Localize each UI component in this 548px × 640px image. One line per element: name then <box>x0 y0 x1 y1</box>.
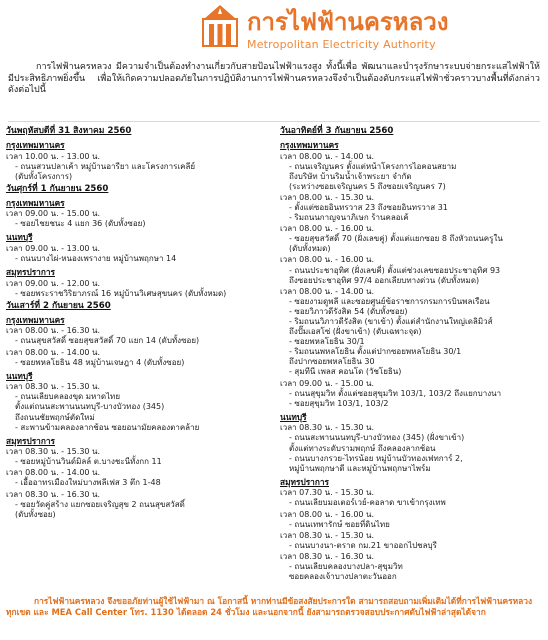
outage-location: ถึงปากซอยพหลโยธิน 30 <box>289 357 375 367</box>
outage-location: - ซอยพหลโยธิน 30/1 <box>289 337 365 347</box>
mea-emblem-icon <box>200 3 240 49</box>
area-block <box>6 198 270 230</box>
time-range: เวลา 08.30 น. - 15.30 น. <box>6 447 101 457</box>
area-block <box>6 232 270 264</box>
outage-location: - ซอยงามดูพลี และซอยศูนย์ข้อราชการกรมการบินพลเรือน <box>289 296 490 306</box>
page-header <box>0 0 548 62</box>
area-name: สมุทรปราการ <box>280 476 329 487</box>
day-title: วันเสาร์ที่ 2 กันยายน 2560 <box>6 300 111 311</box>
outage-location: - ซอยไชยชนะ 4 แยก 36 (ดับทั้งซอย) <box>15 219 146 229</box>
time-range: เวลา 09.00 น. - 12.00 น. <box>6 278 101 288</box>
schedule-column-right <box>280 124 544 582</box>
area-name: กรุงเทพมหานคร <box>6 197 65 208</box>
outage-location: - ซอยพหลโยธิน 48 หมู่บ้านเจษฎา 4 (ดับทั้งซอย) <box>15 357 185 367</box>
outage-location: - ถนนบางนา-ตราด กม.21 ขาออกไปชลบุรี <box>289 540 437 550</box>
time-range: เวลา 08.30 น. - 15.30 น. <box>280 423 375 433</box>
time-slot <box>6 348 270 368</box>
time-slot <box>6 382 270 432</box>
outage-location: - ถนนเลียบมอเตอร์เวย์-คอลาด ขาเข้ากรุงเทพ <box>289 498 446 508</box>
time-range: เวลา 08.00 น. - 14.00 น. <box>6 468 101 478</box>
time-slot <box>6 490 270 520</box>
area-name: นนทบุรี <box>280 411 307 422</box>
time-range: เวลา 08.00 น. - 16.30 น. <box>6 326 101 336</box>
time-range: เวลา 08.30 น. - 15.30 น. <box>6 382 101 392</box>
time-range: เวลา 08.00 น. - 14.00 น. <box>280 286 375 296</box>
time-slot <box>6 152 270 182</box>
outage-location: - สะพานข้ามคลองลากช้อน ซอยอนามัยคลองตาคล้าย <box>15 422 200 432</box>
outage-location: - ริมถนนพหลโยธิน ตั้งแต่ปากซอยพหลโยธิน 30/1 <box>289 347 462 357</box>
outage-location: - ถนนเจริญนคร ตั้งแต่หน้าโครงการไอคอนสยาม <box>289 161 457 171</box>
time-range: เวลา 07.30 น. - 15.30 น. <box>280 488 375 498</box>
outage-location: - ถนนบางไผ่-หนองเพรางาย หมู่บ้านพฤกษา 14 <box>15 254 177 264</box>
area-name: สมุทรปราการ <box>6 267 55 278</box>
time-slot <box>280 510 544 530</box>
outage-location: - ถนนเลียบคลองขุด มหาดไทย <box>15 392 121 402</box>
outage-location: ถึงถนนชัยพฤกษ์ตัดใหม่ <box>15 412 95 422</box>
day-title: วันศุกร์ที่ 1 กันยายน 2560 <box>6 183 109 194</box>
outage-location: หมู่บ้านพฤกษาดี และหมู่บ้านพฤกษาไพร์ม <box>289 463 431 473</box>
outage-location: - ตั้งแต่ซอยอินทรวาส 23 ถึงซอยอินทรวาส 31 <box>289 202 448 212</box>
area-block <box>6 140 270 182</box>
area-name: นนทบุรี <box>6 370 33 381</box>
time-range: เวลา 08.00 น. - 14.00 น. <box>280 151 375 161</box>
outage-location: - ถนนสวนปลาเค้า หมู่บ้านอารียา และโครงการเคลีย์ <box>15 161 196 171</box>
time-range: เวลา 08.00 น. - 16.00 น. <box>280 509 375 519</box>
outage-location: - ซอยสุขสวัสดิ์ 70 (ฝั่งเลขคู่) ตั้งแต่แยกซอย 8 ถึงหัวถนนครูใน <box>289 234 503 244</box>
outage-location: - ถนนบางกรวย-ไทรน้อย หมู่บ้านบัวทองเฟทการ์ 2, <box>289 453 463 463</box>
intro-text: การไฟฟ้านครหลวง มีความจำเป็นต้องทำงานเกี่ยวกับสายป้อนไฟฟ้าแรงสูง ทั้งนี้เพื่อ พัฒนาและบำรุงรักษาระบบจ่ายกระแสไฟฟ้าให้มีประสิทธิภาพยิ่งขึ้น เพื่อให้เกิดความปลอดภัยในการปฏิบัติงานการไฟฟ้านครหลวงจึงจำเป็นต้องดับกระแสไฟฟ้าชั่วคราวบางพื้นที่ดังกล่าว ดังต่อไปนี้ <box>8 62 540 95</box>
outage-location: - ริมถนนวิภาวดีรังสิต (ขาเข้า) ตั้งแต่สำนักงานใหญ่เดลิมิวส์ <box>289 317 493 326</box>
time-slot <box>6 244 270 264</box>
outage-location: ซอยคลองเจ้าบางปลาตะวันออก <box>289 572 397 582</box>
time-range: เวลา 08.30 น. - 16.30 น. <box>280 551 375 561</box>
time-slot <box>280 287 544 378</box>
area-block <box>6 371 270 433</box>
area-name: สมุทรปราการ <box>6 435 55 446</box>
outage-location: - ซอยสุขุมวิท 103/1, 103/2 <box>289 398 389 408</box>
org-name-english: Metropolitan Electricity Authority <box>247 38 436 51</box>
area-block <box>280 477 544 582</box>
outage-location: (ระหว่างซอยเจริญนคร 5 ถึงซอยเจริญนคร 7) <box>289 181 446 191</box>
time-slot <box>280 152 544 192</box>
outage-location: ถึงบริษัท บ้านริมน้ำเจ้าพระยา จำกัด <box>289 171 412 181</box>
divider <box>8 121 540 122</box>
area-block <box>280 140 544 409</box>
day-block <box>6 184 270 299</box>
outage-location: - ถนนสุขสวัสดิ์ ซอยสุขสวัสดิ์ 70 แยก 14 (ดับทั้งซอย) <box>15 336 200 346</box>
outage-location: (ดับทั้งหมด) <box>289 244 331 254</box>
outage-location: - ถนนประชาอุทิศ (ฝั่งเลขคี่) ตั้งแต่ช่วงเลขซอยประชาอุทิศ 93 <box>289 265 501 275</box>
time-slot <box>280 379 544 409</box>
outage-location: (ดับทั้งซอย) <box>15 509 56 519</box>
outage-location: - ซอยวิภาวดีรังสิต 54 (ดับทั้งซอย) <box>289 306 408 316</box>
time-range: เวลา 09.00 น. - 13.00 น. <box>6 243 101 253</box>
footer-text: การไฟฟ้านครหลวง จึงขออภัยท่านผู้ใช้ไฟฟ้ามา ณ โอกาสนี้ หากท่านมีข้อสงสัยประการใด สามารถสอบถามเพิ่มเติมได้ที่การไฟฟ้านครหลวงทุกเขต และ MEA Call Center โทร. 1130 ได้ตลอด 24 ชั่วโมง และนอกจากนี้ ยังสามารถตรวจสอบประกาศดับไฟฟ้าล่าสุดได้จาก <box>6 596 533 617</box>
area-block <box>280 412 544 474</box>
outage-location: ถึงซอยประชาอุทิศ 97/4 ออกเลียบทางด่วน (ดับทั้งหมด) <box>289 275 480 285</box>
time-slot <box>280 224 544 254</box>
time-slot <box>6 326 270 346</box>
schedule-column-left <box>6 124 270 520</box>
day-title: วันพฤหัสบดีที่ 31 สิงหาคม 2560 <box>6 126 132 136</box>
outage-location: - ซอยพระราชวิริยาภรณ์ 16 หมู่บ้านวิเศษสุขนคร (ดับทั้งหมด) <box>15 288 227 298</box>
day-block <box>6 126 270 182</box>
outage-location: - ถนนสุขุมวิท ตั้งแต่ซอยสุขุมวิท 103/1, 103/2 ถึงแยกบางนา <box>289 388 502 398</box>
time-range: เวลา 08.30 น. - 15.30 น. <box>280 530 375 540</box>
time-range: เวลา 08.00 น. - 16.00 น. <box>280 224 375 234</box>
time-range: เวลา 08.00 น. - 15.30 น. <box>280 192 375 202</box>
footer-notice <box>6 596 542 617</box>
time-slot <box>280 255 544 285</box>
time-slot <box>280 552 544 582</box>
time-range: เวลา 10.00 น. - 13.00 น. <box>6 151 101 161</box>
outage-location: - เอื้ออาทรเมืองใหม่บางพลีเฟส 3 ตึก 1-48 <box>15 478 161 488</box>
time-slot <box>6 209 270 229</box>
time-slot <box>280 193 544 223</box>
intro-paragraph <box>8 62 540 97</box>
area-name: นนทบุรี <box>6 232 33 243</box>
outage-location: - ซอยวัดคู่สร้าง แยกซอยเจริญสุข 2 ถนนสุขสวัสดิ์ <box>15 499 185 509</box>
outage-location: - ถนนเทพารักษ์ ซอยที่ดินไทย <box>289 519 390 529</box>
outage-location: ตั้งแต่ทางระดับรามพฤกษ์ ถึงคลองลากช้อน <box>289 443 436 453</box>
area-block <box>6 315 270 368</box>
day-block <box>280 126 544 582</box>
outage-location: - ถนนสะพานนนทบุรี-บางบัวทอง (345) (ฝั่งขาเข้า) <box>289 433 465 443</box>
time-slot <box>6 279 270 299</box>
outage-location: ตั้งแต่ถนนสะพานนนทบุรี-บางบัวทอง (345) <box>15 402 165 412</box>
area-block <box>6 267 270 299</box>
time-range: เวลา 08.00 น. - 14.00 น. <box>6 347 101 357</box>
outage-location: ถึงปั๊มเอสโซ่ (ฝั่งขาเข้า) (ดับเฉพาะจุด) <box>289 327 422 337</box>
time-slot <box>280 488 544 508</box>
time-range: เวลา 08.30 น. - 16.30 น. <box>6 489 101 499</box>
outage-location: - สุมทีนี เพลส คอนโด (วัชโยธิน) <box>289 367 402 377</box>
outage-location: - ริมถนนกาญจนาภิเษก ร้านคลอเค้ <box>289 213 409 223</box>
org-name-thai: การไฟฟ้านครหลวง <box>247 8 449 36</box>
area-name: กรุงเทพมหานคร <box>6 314 65 325</box>
time-slot <box>6 447 270 467</box>
time-range: เวลา 09.00 น. - 15.00 น. <box>6 209 101 219</box>
area-name: กรุงเทพมหานคร <box>6 140 65 150</box>
area-name: กรุงเทพมหานคร <box>280 140 339 150</box>
outage-location: - ซอยหมู่บ้านวินด์มิลล์ ต.บางชะนีทั้งกก 11 <box>15 457 162 467</box>
outage-location: - ถนนเลียบคลองบางปลา-สุขุมวิท <box>289 561 403 571</box>
day-title: วันอาทิตย์ที่ 3 กันยายน 2560 <box>280 126 394 136</box>
time-range: เวลา 08.00 น. - 16.00 น. <box>280 255 375 265</box>
area-block <box>6 436 270 520</box>
day-block <box>6 301 270 520</box>
outage-location: (ดับทั้งโครงการ) <box>15 171 73 181</box>
time-slot <box>6 468 270 488</box>
time-slot <box>280 531 544 551</box>
time-range: เวลา 09.00 น. - 15.00 น. <box>280 378 375 388</box>
time-slot <box>280 423 544 473</box>
